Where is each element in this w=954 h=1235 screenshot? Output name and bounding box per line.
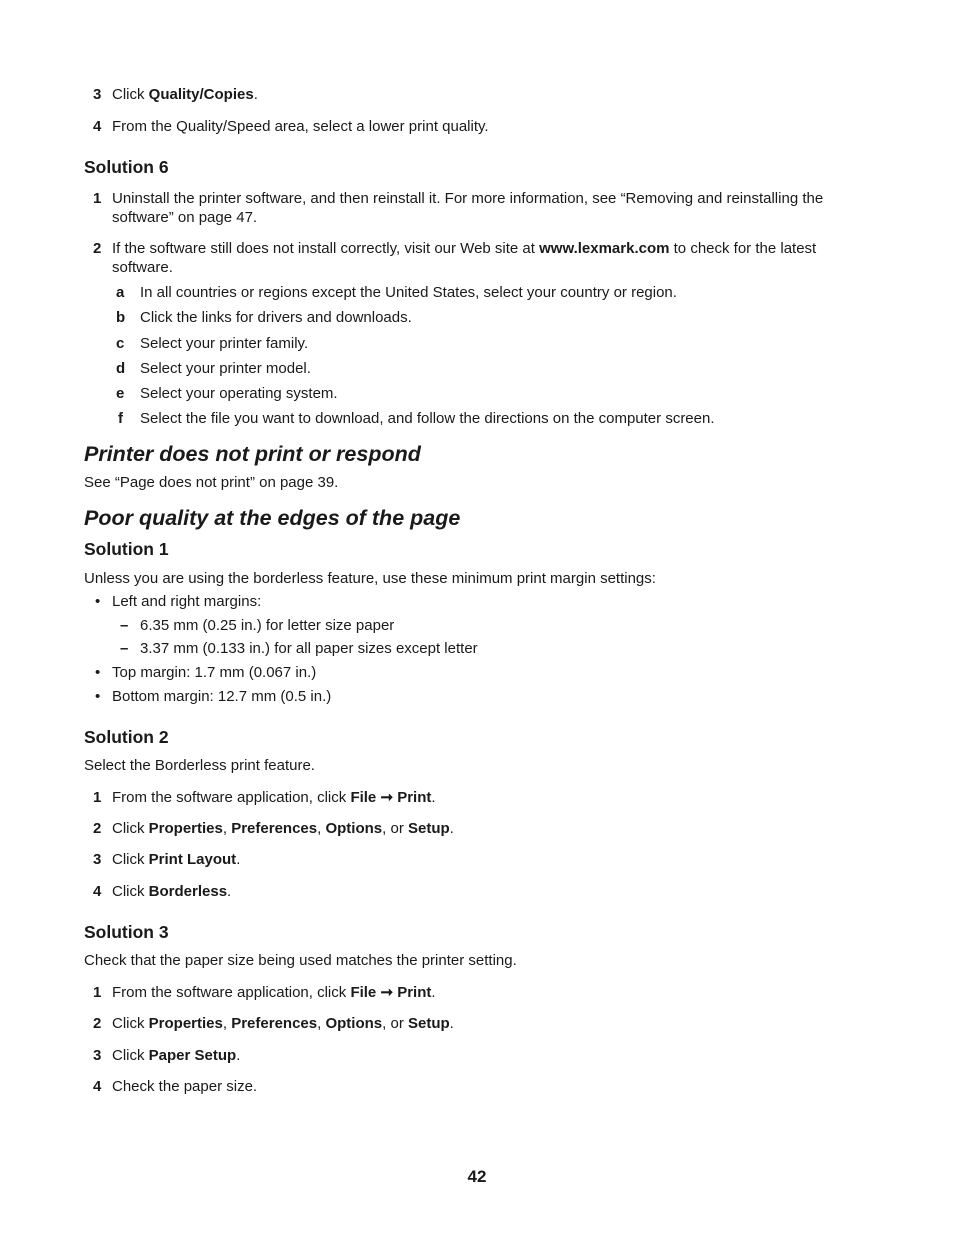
step-number: 4 — [93, 118, 102, 135]
dash-glyph: – — [120, 640, 129, 657]
substep-text: In all countries or regions except the United States, select your country or region. — [140, 284, 677, 301]
substep-letter: b — [116, 309, 126, 326]
step-text: Click Properties, Preferences, Options, or Setup. — [112, 820, 454, 837]
bullet-glyph: • — [95, 688, 101, 705]
step-number: 4 — [93, 1078, 102, 1095]
step-text: Check the paper size. — [112, 1078, 258, 1095]
body-text: See “Page does not print” on page 39. — [84, 474, 339, 491]
bullet-text: Bottom margin: 12.7 mm (0.5 in.) — [112, 688, 332, 705]
substep-text: Select your printer model. — [140, 360, 311, 377]
step-number: 3 — [93, 851, 102, 868]
body-text: Check that the paper size being used matches the printer setting. — [84, 952, 517, 969]
step-number: 1 — [93, 789, 102, 806]
step-text: Click Quality/Copies. — [112, 86, 258, 103]
body-text: Select the Borderless print feature. — [84, 757, 315, 774]
topic-heading: Poor quality at the edges of the page — [84, 506, 461, 530]
topic-heading: Printer does not print or respond — [84, 442, 421, 466]
step-text: If the software still does not install correctly, visit our Web site at www.lexmark.com to check for the latest — [112, 240, 817, 257]
website-link[interactable]: www.lexmark.com — [539, 240, 670, 257]
section-heading: Solution 3 — [84, 922, 169, 942]
substep-text: Select the file you want to download, and follow the directions on the computer screen. — [140, 410, 715, 427]
step-text: From the software application, click File ➞ Print. — [112, 984, 436, 1001]
substep-letter: f — [118, 410, 123, 427]
step-number: 3 — [93, 86, 102, 103]
bullet-text: Left and right margins: — [112, 593, 262, 610]
step-text: Click Print Layout. — [112, 851, 241, 868]
substep-letter: e — [116, 385, 125, 402]
step-number: 2 — [93, 1015, 102, 1032]
section-heading: Solution 6 — [84, 157, 169, 177]
body-text: Unless you are using the borderless feature, use these minimum print margin settings: — [84, 570, 656, 587]
step-text: From the software application, click File ➞ Print. — [112, 789, 436, 806]
dash-glyph: – — [120, 617, 129, 634]
step-number: 4 — [93, 883, 102, 900]
step-text: Click Borderless. — [112, 883, 232, 900]
dash-text: 3.37 mm (0.133 in.) for all paper sizes except letter — [140, 640, 478, 657]
step-number: 1 — [93, 190, 102, 207]
substep-letter: c — [116, 335, 125, 352]
step-number: 3 — [93, 1047, 102, 1064]
arrow-icon: ➞ — [380, 789, 394, 806]
step-text: software” on page 47. — [112, 209, 258, 226]
step-text: Click Properties, Preferences, Options, or Setup. — [112, 1015, 454, 1032]
substep-letter: a — [116, 284, 125, 301]
substep-text: Select your printer family. — [140, 335, 309, 352]
substep-letter: d — [116, 360, 126, 377]
page-number: 42 — [467, 1167, 487, 1186]
section-heading: Solution 1 — [84, 539, 169, 559]
substep-text: Select your operating system. — [140, 385, 338, 402]
bullet-glyph: • — [95, 593, 101, 610]
step-text: software. — [112, 259, 173, 276]
bullet-glyph: • — [95, 664, 101, 681]
bullet-text: Top margin: 1.7 mm (0.067 in.) — [112, 664, 317, 681]
section-heading: Solution 2 — [84, 727, 169, 747]
substep-text: Click the links for drivers and downloads. — [140, 309, 412, 326]
step-text: From the Quality/Speed area, select a lower print quality. — [112, 118, 489, 135]
step-number: 1 — [93, 984, 102, 1001]
dash-text: 6.35 mm (0.25 in.) for letter size paper — [140, 617, 395, 634]
step-number: 2 — [93, 820, 102, 837]
step-text: Uninstall the printer software, and then reinstall it. For more information, see “Removing and reinstalling the — [112, 190, 824, 207]
step-number: 2 — [93, 240, 102, 257]
step-text: Click Paper Setup. — [112, 1047, 241, 1064]
arrow-icon: ➞ — [380, 984, 394, 1001]
